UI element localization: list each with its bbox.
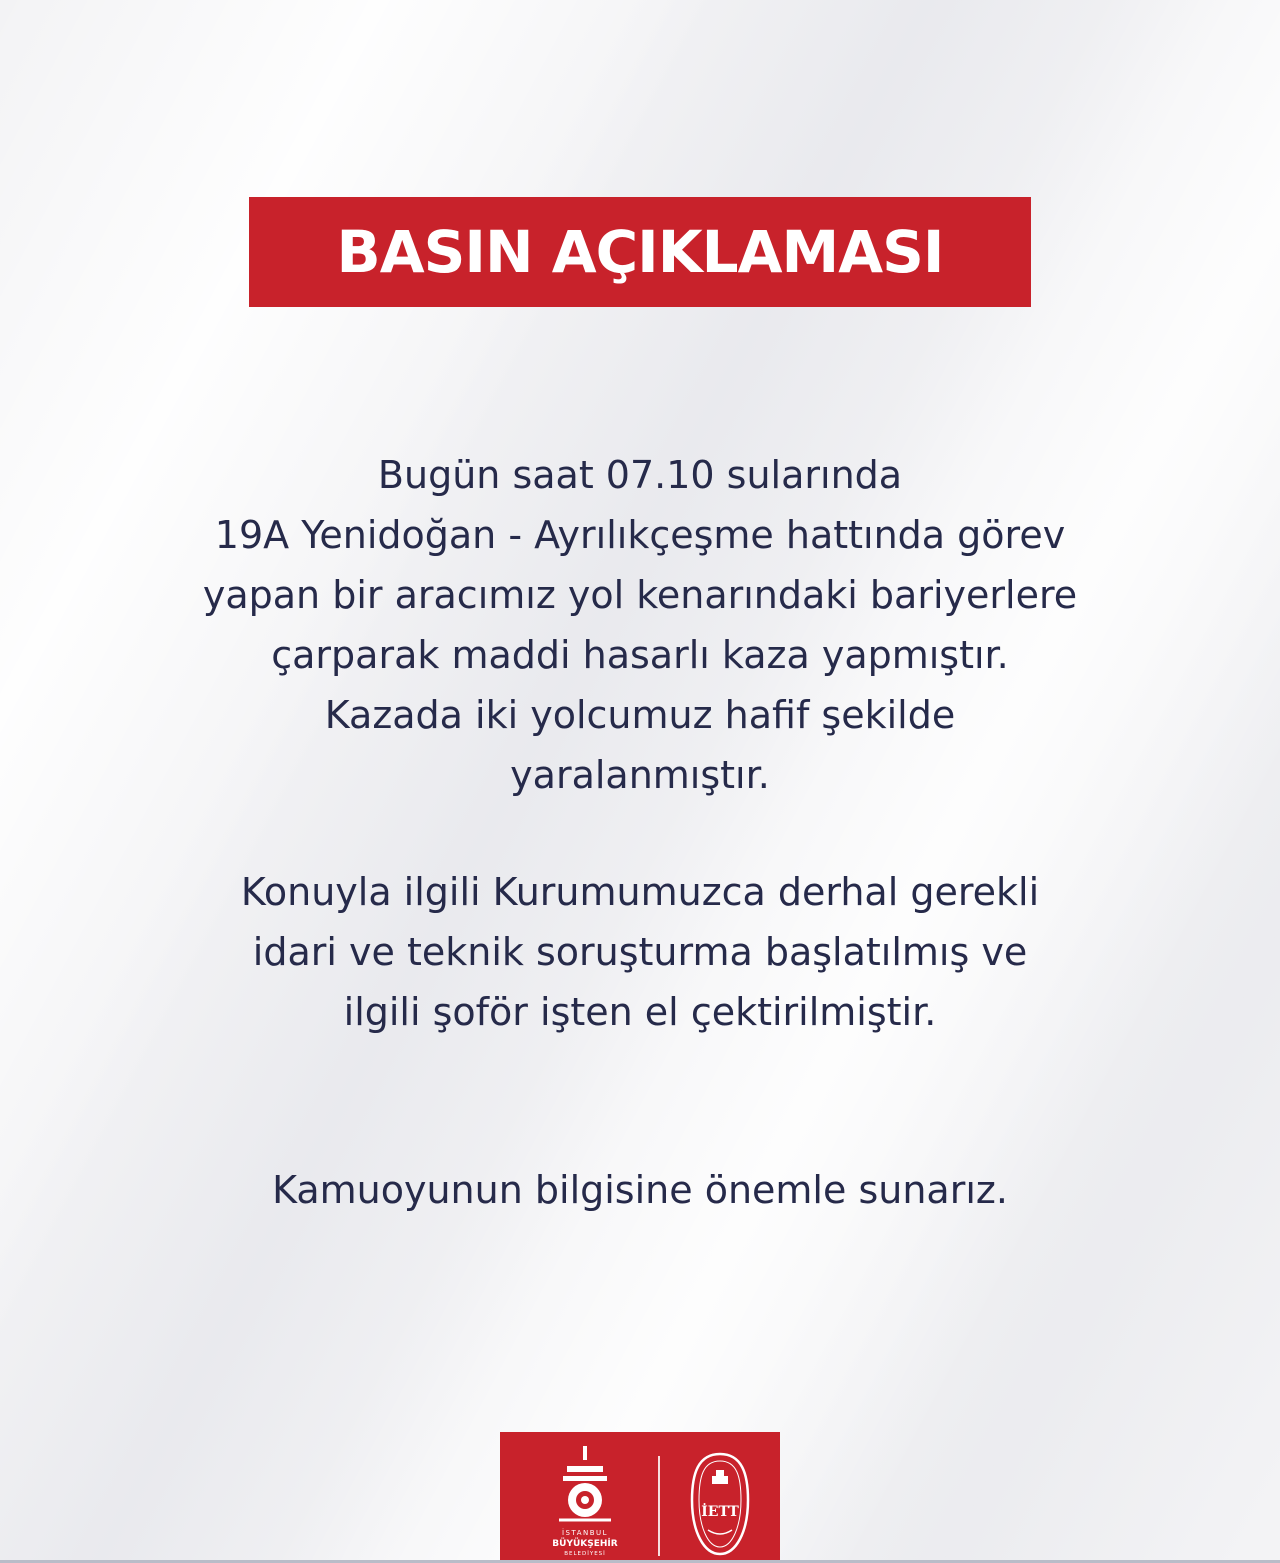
logo-footer xyxy=(500,1432,780,1563)
text-line: idari ve teknik soruşturma başlatılmış ve xyxy=(252,930,1028,974)
text-line: ilgili şoför işten el çektirilmiştir. xyxy=(343,990,937,1034)
iett-logo-icon xyxy=(690,1450,750,1560)
ibb-logo-line-3: BELEDİYESİ xyxy=(564,1551,606,1557)
statement-paragraph-2 xyxy=(60,862,1220,1042)
text-line: Konuyla ilgili Kurumumuzca derhal gerekli xyxy=(240,870,1040,914)
page-title: BASIN AÇIKLAMASI xyxy=(336,218,944,286)
ibb-logo-line-1: İSTANBUL xyxy=(561,1529,609,1537)
closing-sentence xyxy=(60,1160,1220,1220)
iett-logo-text: İETT xyxy=(701,1504,739,1520)
logo-divider xyxy=(658,1456,660,1556)
text-line: Bugün saat 07.10 sularında xyxy=(377,453,903,497)
ibb-logo-icon xyxy=(545,1442,625,1562)
text-line: Kamuoyunun bilgisine önemle sunarız. xyxy=(272,1168,1008,1212)
text-line: Kazada iki yolcumuz hafif şekilde xyxy=(324,693,956,737)
text-line: 19A Yenidoğan - Ayrılıkçeşme hattında görev xyxy=(214,513,1066,557)
text-line: çarparak maddi hasarlı kaza yapmıştır. xyxy=(271,633,1009,677)
text-line: yaralanmıştır. xyxy=(510,753,770,797)
ibb-logo-line-2: BÜYÜKŞEHİR xyxy=(552,1539,618,1549)
text-line: yapan bir aracımız yol kenarındaki bariyerlere xyxy=(202,573,1078,617)
title-banner xyxy=(249,197,1031,307)
statement-paragraph-1 xyxy=(60,445,1220,805)
